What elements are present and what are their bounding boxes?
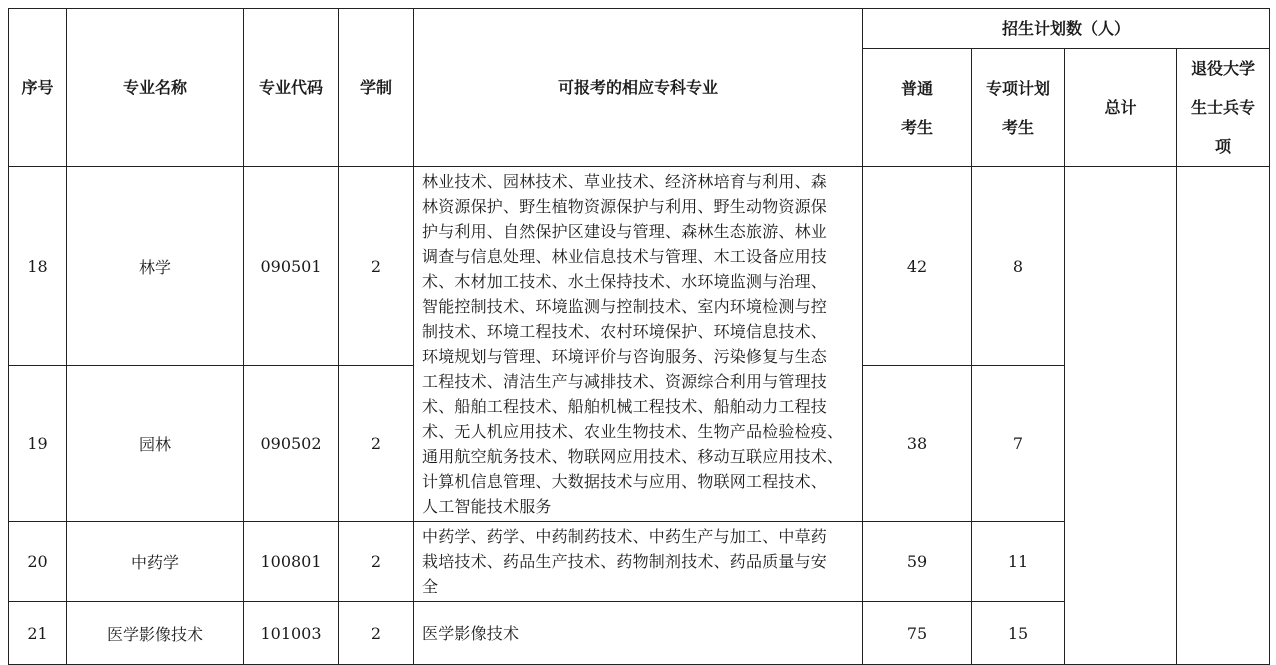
regular-quota-cell: 42 (863, 167, 972, 366)
header-total: 总计 (1065, 49, 1177, 167)
seq-cell: 18 (9, 167, 67, 366)
header-duration: 学制 (339, 9, 414, 167)
major-name-cell: 林学 (67, 167, 244, 366)
seq-cell: 20 (9, 522, 67, 602)
special-quota-cell: 15 (972, 602, 1065, 665)
major-name-cell: 园林 (67, 366, 244, 522)
veteran-quota-cell (1177, 167, 1270, 665)
eligible-majors-line: 智能控制技术、环境监测与控制技术、室内环境检测与控 (422, 297, 828, 316)
eligible-majors-line: 全 (422, 577, 439, 596)
header-major-name: 专业名称 (67, 9, 244, 167)
eligible-majors-cell (414, 167, 863, 522)
header-major-code: 专业代码 (244, 9, 339, 167)
eligible-majors-line: 计算机信息管理、大数据技术与应用、物联网工程技术、 (422, 472, 828, 491)
eligible-majors-line: 医学影像技术 (422, 623, 520, 643)
duration-cell: 2 (339, 602, 414, 665)
header-quota-group: 招生计划数（人） (863, 9, 1270, 49)
header-special (972, 49, 1065, 167)
header-veteran-line1: 退役大学 (1191, 59, 1256, 78)
major-code-cell: 090501 (244, 167, 339, 366)
eligible-majors-cell (414, 522, 863, 602)
eligible-majors-line: 术、木材加工技术、水土保持技术、水环境监测与治理、 (422, 272, 828, 291)
major-name-cell: 中药学 (67, 522, 244, 602)
duration-cell: 2 (339, 522, 414, 602)
special-quota-cell: 11 (972, 522, 1065, 602)
header-special-line2: 考生 (1001, 117, 1034, 137)
eligible-majors-line: 栽培技术、药品生产技术、药物制剂技术、药品质量与安 (422, 552, 828, 571)
eligible-majors-line: 调查与信息处理、林业信息技术与管理、木工设备应用技 (422, 247, 828, 266)
major-code-cell: 100801 (244, 522, 339, 602)
eligible-majors-line: 中药学、药学、中药制药技术、中药生产与加工、中草药 (422, 527, 828, 546)
duration-cell: 2 (339, 167, 414, 366)
table-row (9, 167, 1270, 366)
header-veteran (1177, 49, 1270, 167)
seq-cell: 19 (9, 366, 67, 522)
eligible-majors-line: 制技术、环境工程技术、农村环境保护、环境信息技术、 (422, 322, 828, 341)
special-quota-cell: 7 (972, 366, 1065, 522)
eligible-majors-line: 术、船舶工程技术、船舶机械工程技术、船舶动力工程技 (422, 397, 828, 416)
eligible-majors-line: 通用航空航务技术、物联网应用技术、移动互联应用技术、 (422, 447, 844, 466)
eligible-majors-line: 人工智能技术服务 (422, 497, 552, 516)
header-veteran-line2: 生士兵专 (1191, 98, 1256, 117)
major-code-cell: 090502 (244, 366, 339, 522)
regular-quota-cell: 75 (863, 602, 972, 665)
eligible-majors-line: 护与利用、自然保护区建设与管理、森林生态旅游、林业 (422, 222, 828, 241)
total-cell (1065, 167, 1177, 665)
header-regular-line1: 普通 (900, 78, 933, 98)
eligible-majors-line: 环境规划与管理、环境评价与咨询服务、污染修复与生态 (422, 347, 828, 366)
header-regular-line2: 考生 (900, 117, 933, 137)
header-veteran-line3: 项 (1215, 137, 1232, 156)
eligible-majors-line: 林业技术、园林技术、草业技术、经济林培育与利用、森 (422, 172, 828, 191)
major-name-cell: 医学影像技术 (67, 602, 244, 665)
header-special-line1: 专项计划 (985, 78, 1050, 98)
header-regular (863, 49, 972, 167)
eligible-majors-line: 术、无人机应用技术、农业生物技术、生物产品检验检疫、 (422, 422, 844, 441)
regular-quota-cell: 38 (863, 366, 972, 522)
header-eligible-majors: 可报考的相应专科专业 (414, 9, 863, 167)
header-seq: 序号 (9, 9, 67, 167)
seq-cell: 21 (9, 602, 67, 665)
enrollment-plan-table (8, 8, 1270, 665)
major-code-cell: 101003 (244, 602, 339, 665)
eligible-majors-line: 工程技术、清洁生产与减排技术、资源综合利用与管理技 (422, 372, 828, 391)
duration-cell: 2 (339, 366, 414, 522)
special-quota-cell: 8 (972, 167, 1065, 366)
regular-quota-cell: 59 (863, 522, 972, 602)
eligible-majors-cell (414, 602, 863, 665)
eligible-majors-line: 林资源保护、野生植物资源保护与利用、野生动物资源保 (422, 197, 828, 216)
